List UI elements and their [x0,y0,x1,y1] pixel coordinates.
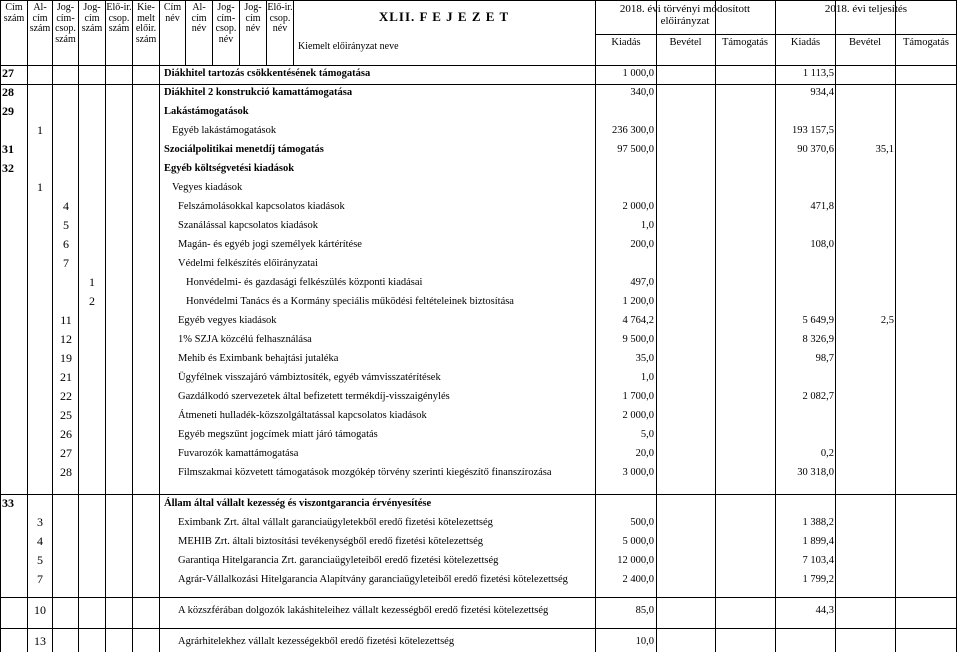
jogcim-csop-number: 28 [60,465,72,479]
header-bevetel-2: Bevétel [848,37,882,48]
kiadas-2018-teljesites: 1 113,5 [802,68,834,79]
kiemelt-name: Állam által vállalt kezesség és viszontgarancia érvényesítése [164,498,432,509]
kiemelt-name: Agrárhitelekhez vállalt kezességekből eredő fizetési kötelezettség [178,636,455,647]
header-eloir-csop-nev: Elő-ir. csop. név [267,2,293,34]
jogcim-csop-number: 25 [60,408,72,422]
kiemelt-name: Ügyfélnek visszajáró vámbiztosíték, egyéb vámvisszatérítések [178,372,441,383]
kiemelt-name: Honvédelmi Tanács és a Kormány speciális működési feltételeinek biztosítása [186,296,514,307]
header-alcim-nev: Al-cím név [191,2,207,34]
kiemelt-name: Lakástámogatások [164,106,249,117]
jogcim-csop-number: 12 [60,332,72,346]
grid-line [52,0,53,652]
alcim-number: 10 [34,603,46,617]
kiemelt-name: Védelmi felkészítés előirányzatai [178,258,318,269]
kiemelt-name: Egyéb költségvetési kiadások [164,163,295,174]
header-cim-nev: Cím név [163,2,182,24]
kiemelt-name: Magán- és egyéb jogi személyek kártérítése [178,239,362,250]
kiadas-2018-modositott: 10,0 [635,636,654,647]
kiadas-2018-modositott: 1 000,0 [622,68,654,79]
cim-number: 27 [2,66,14,80]
alcim-number: 5 [37,553,43,567]
grid-line [105,0,106,652]
header-eloir-csop-szam: Elő-ir. csop. szám [106,2,132,34]
header-cim-szam: Cím szám [3,2,25,24]
grid-line [266,0,267,65]
alcim-number: 3 [37,515,43,529]
kiadas-2018-modositott: 1,0 [640,372,654,383]
kiadas-2018-teljesites: 30 318,0 [797,467,834,478]
jogcim-csop-number: 21 [60,370,72,384]
jogcim-number: 2 [89,294,95,308]
bevetel-2018-teljesites: 2,5 [880,315,894,326]
kiadas-2018-modositott: 20,0 [635,448,654,459]
kiemelt-name: Diákhitel tartozás csökkentésének támogatása [164,68,371,79]
header-jogcim-nev: Jog-cím név [244,2,262,34]
kiadas-2018-modositott: 1,0 [640,220,654,231]
grid-line [185,0,186,65]
grid-line [595,0,596,652]
kiemelt-name: A közszférában dolgozók lakáshiteleihez vállalt kezességből eredő fizetési kötelezettség [178,605,549,616]
jogcim-csop-number: 5 [63,218,69,232]
jogcim-csop-number: 27 [60,446,72,460]
header-group-teljesites: 2018. évi teljesítés [824,3,908,15]
kiemelt-name: Gazdálkodó szervezetek által befizetett termékdíj-visszaigénylés [178,391,450,402]
kiadas-2018-teljesites: 7 103,4 [802,555,834,566]
kiadas-2018-teljesites: 1 388,2 [802,517,834,528]
kiemelt-name: Agrár-Vállalkozási Hitelgarancia Alapítvány garanciaügyleteiből eredő fizetési kötelezettség [178,574,568,585]
kiadas-2018-teljesites: 98,7 [815,353,834,364]
kiemelt-name: Diákhitel 2 konstrukció kamattámogatása [164,87,353,98]
grid-line [715,0,716,652]
kiemelt-name: Átmeneti hulladék-közszolgáltatással kapcsolatos kiadások [178,410,427,421]
kiemelt-name: Honvédelmi- és gazdasági felkészülés központi kiadásai [186,277,423,288]
kiadas-2018-modositott: 35,0 [635,353,654,364]
kiadas-2018-modositott: 1 200,0 [622,296,654,307]
kiadas-2018-modositott: 200,0 [630,239,654,250]
kiemelt-name: Garantiqa Hitelgarancia Zrt. garanciaügyleteiből eredő fizetési kötelezettség [178,555,499,566]
header-tamogatas-2: Támogatás [902,37,950,48]
cim-number: 28 [2,85,14,99]
jogcim-csop-number: 11 [60,313,72,327]
header-kiadas-1: Kiadás [611,37,641,48]
kiadas-2018-modositott: 4 764,2 [622,315,654,326]
jogcim-csop-number: 4 [63,199,69,213]
kiemelt-name: Szociálpolitikai menetdíj támogatás [164,144,324,155]
header-kiemelt-neve: Kiemelt előirányzat neve [298,41,399,52]
alcim-number: 13 [34,634,46,648]
grid-line [293,0,294,65]
kiemelt-name: Filmszakmai közvetett támogatások mozgókép törvény szerinti kiegészítő finanszírozása [178,467,552,478]
kiemelt-name: Szanálással kapcsolatos kiadások [178,220,318,231]
kiemelt-name: Egyéb vegyes kiadások [178,315,277,326]
header-kiadas-2: Kiadás [790,37,821,48]
kiadas-2018-modositott: 236 300,0 [612,125,654,136]
grid-line [0,0,1,652]
alcim-number: 1 [37,123,43,137]
kiadas-2018-teljesites: 5 649,9 [802,315,834,326]
grid-line [239,0,240,65]
kiadas-2018-teljesites: 1 799,2 [802,574,834,585]
kiadas-2018-modositott: 2 400,0 [622,574,654,585]
alcim-number: 7 [37,572,43,586]
kiemelt-name: Fuvarozók kamattámogatása [178,448,299,459]
jogcim-csop-number: 19 [60,351,72,365]
kiemelt-name: MEHIB Zrt. általi biztosítási tevékenységből eredő fizetési kötelezettség [178,536,483,547]
kiadas-2018-teljesites: 108,0 [810,239,834,250]
header-bevetel-1: Bevétel [669,37,702,48]
grid-line [656,0,657,652]
header-tamogatas-1: Támogatás [721,37,769,48]
kiemelt-name: Eximbank Zrt. által vállalt garanciaügyletekből eredő fizetési kötelezettség [178,517,493,528]
grid-line [0,0,957,1]
header-kiemelt-eloir-szam: Kie-melt előir. szám [135,2,157,45]
kiadas-2018-modositott: 497,0 [630,277,654,288]
grid-line [27,0,28,652]
bevetel-2018-teljesites: 35,1 [875,144,894,155]
kiadas-2018-modositott: 2 000,0 [622,410,654,421]
grid-line [132,0,133,652]
grid-line [835,0,836,652]
kiadas-2018-modositott: 9 500,0 [622,334,654,345]
alcim-number: 1 [37,180,43,194]
kiadas-2018-teljesites: 44,3 [815,605,834,616]
jogcim-csop-number: 22 [60,389,72,403]
cim-number: 31 [2,142,14,156]
kiemelt-name: Egyéb lakástámogatások [172,125,277,136]
kiadas-2018-teljesites: 471,8 [810,201,834,212]
chapter-title: XLII. F E J E Z E T [378,9,510,24]
grid-line [0,65,957,66]
kiadas-2018-teljesites: 1 899,4 [802,536,834,547]
grid-line [0,628,957,629]
grid-line [0,494,957,495]
header-jogcim-csop-szam: Jog-cím-csop. szám [55,2,76,45]
grid-line [895,0,896,652]
kiemelt-name: 1% SZJA közcélú felhasználása [178,334,312,345]
kiemelt-name: Egyéb megszűnt jogcímek miatt járó támogatás [178,429,378,440]
grid-line [212,0,213,65]
kiadas-2018-modositott: 500,0 [630,517,654,528]
cim-number: 33 [2,496,14,510]
kiadas-2018-teljesites: 2 082,7 [802,391,834,402]
jogcim-number: 1 [89,275,95,289]
cim-number: 29 [2,104,14,118]
jogcim-csop-number: 26 [60,427,72,441]
kiadas-2018-teljesites: 193 157,5 [792,125,834,136]
jogcim-csop-number: 7 [63,256,69,270]
kiadas-2018-modositott: 5 000,0 [622,536,654,547]
cim-number: 32 [2,161,14,175]
grid-line [0,84,957,85]
kiemelt-name: Felszámolásokkal kapcsolatos kiadások [178,201,345,212]
grid-line [159,0,160,652]
alcim-number: 4 [37,534,43,548]
kiadas-2018-modositott: 97 500,0 [617,144,654,155]
grid-line [775,0,776,652]
header-group-modositott: 2018. évi törvényi módosított előirányzat [619,3,751,27]
kiadas-2018-modositott: 85,0 [635,605,654,616]
kiadas-2018-teljesites: 90 370,6 [797,144,834,155]
kiadas-2018-teljesites: 8 326,9 [802,334,834,345]
kiadas-2018-modositott: 340,0 [630,87,654,98]
grid-line [596,34,957,35]
jogcim-csop-number: 6 [63,237,69,251]
kiadas-2018-modositott: 12 000,0 [617,555,654,566]
kiemelt-name: Vegyes kiadások [172,182,243,193]
kiadas-2018-modositott: 1 700,0 [622,391,654,402]
grid-line [0,597,957,598]
kiadas-2018-teljesites: 0,2 [820,448,834,459]
header-jogcim-szam: Jog-cím szám [81,2,103,34]
kiadas-2018-teljesites: 934,4 [810,87,834,98]
kiadas-2018-modositott: 5,0 [640,429,654,440]
kiemelt-name: Mehib és Eximbank behajtási jutaléka [178,353,339,364]
kiadas-2018-modositott: 2 000,0 [622,201,654,212]
header-jogcim-csop-nev: Jog-cím-csop. név [215,2,237,45]
grid-line [78,0,79,652]
kiadas-2018-modositott: 3 000,0 [622,467,654,478]
header-alcim-szam: Al-cím szám [29,2,51,34]
